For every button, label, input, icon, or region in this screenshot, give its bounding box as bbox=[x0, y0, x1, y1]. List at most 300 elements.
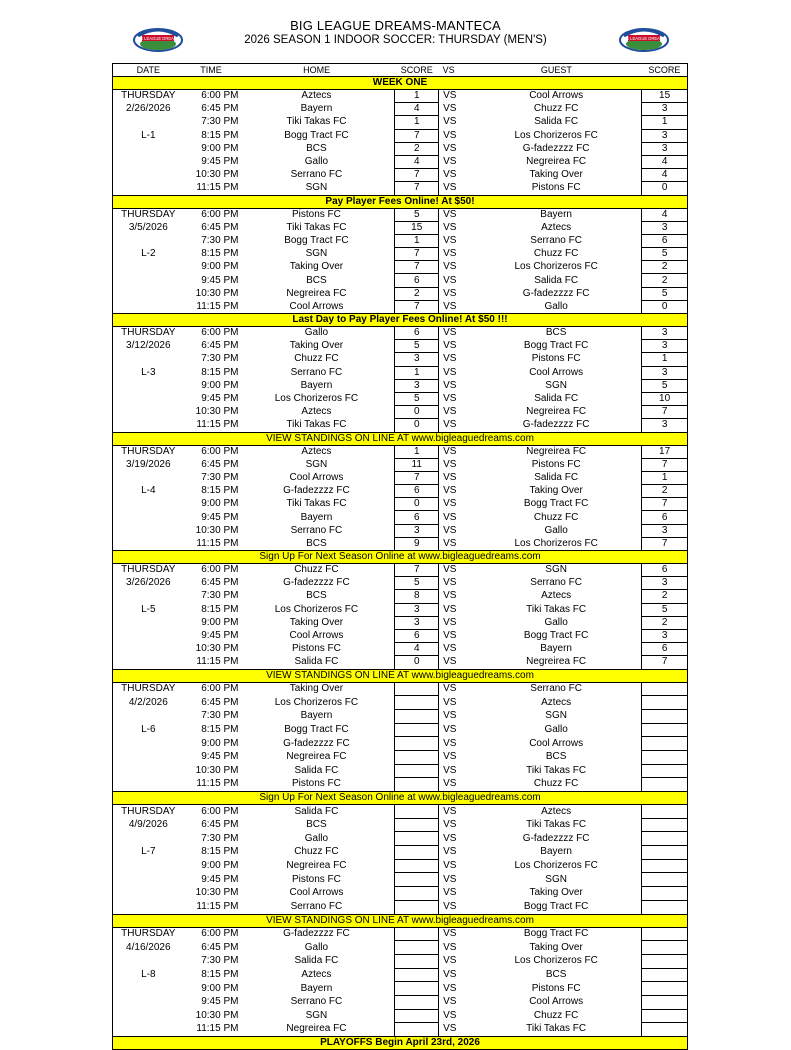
vs-label: VS bbox=[443, 169, 457, 181]
home-team: Negreirea FC bbox=[286, 287, 347, 299]
guest-score bbox=[642, 778, 688, 792]
game-time: 9:45 PM bbox=[201, 511, 239, 523]
game-row bbox=[113, 832, 688, 846]
game-row bbox=[113, 90, 688, 103]
guest-team: Aztecs bbox=[541, 590, 572, 602]
game-date-cell: THURSDAY bbox=[121, 683, 176, 695]
schedule-body bbox=[113, 90, 688, 1050]
guest-team: Chuzz FC bbox=[533, 103, 579, 115]
game-row bbox=[113, 1023, 688, 1037]
vs-label: VS bbox=[443, 832, 457, 844]
game-date-cell: 3/5/2026 bbox=[128, 221, 168, 233]
guest-score: 2 bbox=[642, 590, 688, 603]
guest-score bbox=[642, 968, 688, 982]
guest-score: 2 bbox=[642, 485, 688, 498]
guest-team: Gallo bbox=[544, 524, 568, 536]
home-team: Gallo bbox=[304, 832, 329, 844]
guest-score: 5 bbox=[642, 379, 688, 392]
game-date-cell: THURSDAY bbox=[121, 208, 176, 220]
vs-label: VS bbox=[443, 643, 457, 655]
home-team: Tiki Takas FC bbox=[286, 419, 347, 431]
guest-score: 4 bbox=[642, 208, 688, 221]
guest-team: Serrano FC bbox=[530, 234, 582, 246]
vs-label: VS bbox=[443, 764, 457, 776]
home-score bbox=[395, 846, 439, 860]
game-row bbox=[113, 485, 688, 498]
game-time: 6:00 PM bbox=[201, 445, 239, 457]
guest-team: Los Chorizeros FC bbox=[514, 129, 598, 141]
game-date-cell bbox=[113, 274, 184, 287]
game-date-cell: 4/2/2026 bbox=[128, 696, 168, 708]
home-score: 7 bbox=[395, 169, 439, 182]
home-score: 2 bbox=[395, 142, 439, 155]
home-score: 4 bbox=[395, 155, 439, 168]
game-time: 8:15 PM bbox=[201, 129, 239, 141]
week-one-band bbox=[113, 77, 688, 90]
home-team: Serrano FC bbox=[290, 900, 343, 912]
home-team: Salida FC bbox=[294, 764, 339, 776]
game-date-cell: L-7 bbox=[141, 846, 156, 858]
home-team: Aztecs bbox=[301, 90, 332, 102]
vs-label: VS bbox=[443, 900, 457, 912]
home-score bbox=[395, 805, 439, 819]
vs-label: VS bbox=[443, 968, 457, 980]
game-row bbox=[113, 968, 688, 982]
vs-label: VS bbox=[443, 327, 457, 339]
guest-score bbox=[642, 954, 688, 968]
guest-team: Los Chorizeros FC bbox=[514, 261, 598, 273]
game-time: 9:00 PM bbox=[201, 982, 239, 994]
game-date-cell bbox=[113, 900, 184, 914]
game-row bbox=[113, 142, 688, 155]
game-time: 9:45 PM bbox=[201, 274, 239, 286]
page-title: BIG LEAGUE DREAMS-MANTECA bbox=[290, 18, 501, 33]
home-score bbox=[395, 995, 439, 1009]
guest-team: Chuzz FC bbox=[533, 511, 579, 523]
game-row bbox=[113, 723, 688, 737]
guest-score bbox=[642, 859, 688, 873]
vs-label: VS bbox=[443, 941, 457, 953]
game-date-cell bbox=[113, 873, 184, 887]
game-date-cell: THURSDAY bbox=[121, 445, 176, 457]
home-score: 7 bbox=[395, 471, 439, 484]
vs-label: VS bbox=[443, 928, 457, 940]
game-date-cell bbox=[113, 750, 184, 764]
game-row bbox=[113, 248, 688, 261]
home-score: 1 bbox=[395, 445, 439, 458]
game-time: 7:30 PM bbox=[201, 471, 239, 483]
home-team: Taking Over bbox=[289, 340, 344, 352]
game-row bbox=[113, 300, 688, 313]
guest-score: 15 bbox=[642, 90, 688, 103]
announcement-band bbox=[113, 195, 688, 208]
game-date-cell: L-6 bbox=[141, 723, 156, 735]
home-team: Gallo bbox=[304, 156, 329, 168]
guest-score: 7 bbox=[642, 406, 688, 419]
game-row bbox=[113, 327, 688, 340]
guest-score: 5 bbox=[642, 603, 688, 616]
guest-score: 6 bbox=[642, 511, 688, 524]
home-score bbox=[395, 737, 439, 751]
guest-team: BCS bbox=[545, 751, 567, 763]
guest-team: Aztecs bbox=[541, 805, 572, 817]
home-score: 6 bbox=[395, 511, 439, 524]
game-time: 6:45 PM bbox=[201, 103, 239, 115]
vs-label: VS bbox=[443, 156, 457, 168]
game-time: 9:45 PM bbox=[201, 393, 239, 405]
game-time: 10:30 PM bbox=[195, 406, 239, 418]
game-date-cell: 2/26/2026 bbox=[126, 103, 171, 115]
game-date-cell bbox=[113, 142, 184, 155]
guest-score: 4 bbox=[642, 169, 688, 182]
guest-score: 17 bbox=[642, 445, 688, 458]
announcement-text: Sign Up For Next Season Online at www.bigleaguedreams.com bbox=[113, 551, 688, 564]
home-score bbox=[395, 900, 439, 914]
guest-score: 3 bbox=[642, 629, 688, 642]
vs-label: VS bbox=[443, 564, 457, 576]
home-score bbox=[395, 1023, 439, 1037]
game-row bbox=[113, 221, 688, 234]
home-score: 0 bbox=[395, 656, 439, 669]
game-time: 6:00 PM bbox=[201, 928, 239, 940]
guest-score bbox=[642, 737, 688, 751]
game-date-cell bbox=[113, 511, 184, 524]
game-date-cell: L-3 bbox=[141, 366, 156, 378]
guest-team: Pistons FC bbox=[531, 458, 581, 470]
home-team: Bayern bbox=[300, 379, 333, 391]
guest-team: Serrano FC bbox=[530, 577, 582, 589]
home-team: Serrano FC bbox=[290, 524, 343, 536]
game-row bbox=[113, 406, 688, 419]
game-date-cell bbox=[113, 498, 184, 511]
game-date-cell bbox=[113, 537, 184, 550]
home-score bbox=[395, 859, 439, 873]
home-score: 4 bbox=[395, 103, 439, 116]
game-row bbox=[113, 656, 688, 669]
game-date-cell: THURSDAY bbox=[121, 928, 176, 940]
home-team: Negreirea FC bbox=[286, 860, 347, 872]
vs-label: VS bbox=[443, 603, 457, 615]
game-date-cell bbox=[113, 629, 184, 642]
guest-score bbox=[642, 927, 688, 941]
home-team: SGN bbox=[305, 458, 328, 470]
vs-label: VS bbox=[443, 616, 457, 628]
guest-score bbox=[642, 887, 688, 901]
home-team: G-fadezzzz FC bbox=[283, 577, 350, 589]
home-team: Tiki Takas FC bbox=[286, 498, 347, 510]
guest-team: G-fadezzzz FC bbox=[522, 142, 590, 154]
vs-label: VS bbox=[443, 406, 457, 418]
vs-label: VS bbox=[443, 261, 457, 273]
guest-score: 3 bbox=[642, 340, 688, 353]
game-date-cell bbox=[113, 353, 184, 366]
game-time: 7:30 PM bbox=[201, 955, 239, 967]
game-date-cell: 4/9/2026 bbox=[128, 819, 168, 831]
game-row bbox=[113, 471, 688, 484]
game-row bbox=[113, 498, 688, 511]
announcement-band bbox=[113, 314, 688, 327]
guest-team: Los Chorizeros FC bbox=[514, 860, 598, 872]
game-row bbox=[113, 169, 688, 182]
game-time: 11:15 PM bbox=[196, 419, 239, 431]
game-row bbox=[113, 750, 688, 764]
game-time: 7:30 PM bbox=[201, 590, 239, 602]
game-time: 8:15 PM bbox=[201, 603, 239, 615]
guest-score: 3 bbox=[642, 366, 688, 379]
schedule-table bbox=[112, 63, 688, 1050]
page-header bbox=[0, 18, 791, 47]
announcement-band bbox=[113, 1037, 688, 1050]
home-score: 9 bbox=[395, 537, 439, 550]
game-time: 8:15 PM bbox=[201, 723, 239, 735]
col-time: TIME bbox=[184, 64, 239, 77]
game-time: 8:15 PM bbox=[201, 485, 239, 497]
game-time: 6:00 PM bbox=[201, 683, 239, 695]
game-time: 6:45 PM bbox=[201, 941, 239, 953]
vs-label: VS bbox=[443, 274, 457, 286]
game-time: 10:30 PM bbox=[195, 169, 239, 181]
game-time: 6:45 PM bbox=[201, 577, 239, 589]
guest-score: 6 bbox=[642, 564, 688, 577]
home-score: 3 bbox=[395, 353, 439, 366]
game-row bbox=[113, 261, 688, 274]
game-date-cell: L-8 bbox=[141, 968, 156, 980]
guest-team: Negreirea FC bbox=[526, 406, 587, 418]
home-score bbox=[395, 873, 439, 887]
vs-label: VS bbox=[443, 524, 457, 536]
game-date-cell bbox=[113, 764, 184, 778]
guest-score bbox=[642, 723, 688, 737]
home-score: 5 bbox=[395, 208, 439, 221]
game-time: 9:00 PM bbox=[201, 379, 239, 391]
home-team: Salida FC bbox=[294, 955, 339, 967]
guest-team: Cool Arrows bbox=[529, 996, 584, 1008]
guest-team: Gallo bbox=[544, 723, 568, 735]
home-team: Bogg Tract FC bbox=[284, 723, 349, 735]
game-date-cell bbox=[113, 524, 184, 537]
guest-score bbox=[642, 1023, 688, 1037]
game-row bbox=[113, 511, 688, 524]
guest-score: 1 bbox=[642, 116, 688, 129]
home-team: Los Chorizeros FC bbox=[274, 696, 359, 708]
home-team: Aztecs bbox=[301, 968, 332, 980]
col-guest: GUEST bbox=[471, 64, 642, 77]
game-time: 11:15 PM bbox=[196, 300, 239, 312]
guest-team: SGN bbox=[545, 564, 567, 576]
vs-label: VS bbox=[443, 471, 457, 483]
game-row bbox=[113, 846, 688, 860]
guest-team: SGN bbox=[545, 710, 567, 722]
guest-team: Bayern bbox=[540, 208, 572, 220]
guest-score: 3 bbox=[642, 524, 688, 537]
guest-team: Taking Over bbox=[529, 485, 583, 497]
game-time: 6:45 PM bbox=[201, 340, 239, 352]
home-team: Pistons FC bbox=[291, 778, 341, 790]
home-team: Bayern bbox=[300, 511, 333, 523]
guest-score: 3 bbox=[642, 103, 688, 116]
game-time: 10:30 PM bbox=[195, 524, 239, 536]
announcement-text: Pay Player Fees Online! At $50! bbox=[113, 195, 688, 208]
home-score: 7 bbox=[395, 261, 439, 274]
guest-score: 3 bbox=[642, 129, 688, 142]
vs-label: VS bbox=[443, 955, 457, 967]
column-header-row bbox=[113, 64, 688, 77]
game-time: 6:00 PM bbox=[201, 327, 239, 339]
game-time: 9:45 PM bbox=[201, 630, 239, 642]
announcement-text: VIEW STANDINGS ON LINE AT www.bigleaguedreams.com bbox=[113, 669, 688, 682]
home-team: Chuzz FC bbox=[294, 353, 339, 365]
game-date-cell bbox=[113, 778, 184, 792]
home-score bbox=[395, 941, 439, 955]
guest-team: G-fadezzzz FC bbox=[522, 419, 590, 431]
vs-label: VS bbox=[443, 1023, 457, 1035]
game-date-cell: L-4 bbox=[141, 485, 156, 497]
game-time: 7:30 PM bbox=[201, 832, 239, 844]
home-team: Cool Arrows bbox=[289, 471, 344, 483]
game-row bbox=[113, 208, 688, 221]
home-score bbox=[395, 696, 439, 710]
guest-score: 3 bbox=[642, 142, 688, 155]
home-team: Taking Over bbox=[289, 261, 344, 273]
home-team: Negreirea FC bbox=[286, 751, 347, 763]
game-row bbox=[113, 182, 688, 195]
home-team: Taking Over bbox=[289, 616, 344, 628]
vs-label: VS bbox=[443, 751, 457, 763]
guest-score bbox=[642, 941, 688, 955]
game-date-cell bbox=[113, 643, 184, 656]
vs-label: VS bbox=[443, 221, 457, 233]
vs-label: VS bbox=[443, 300, 457, 312]
page-subtitle: 2026 SEASON 1 INDOOR SOCCER: THURSDAY (MEN'S) bbox=[244, 34, 547, 46]
game-time: 10:30 PM bbox=[195, 1009, 239, 1021]
home-team: Taking Over bbox=[289, 683, 344, 695]
guest-team: Negreirea FC bbox=[526, 656, 587, 668]
game-time: 7:30 PM bbox=[201, 353, 239, 365]
game-time: 11:15 PM bbox=[196, 182, 239, 194]
vs-label: VS bbox=[443, 498, 457, 510]
col-vs: VS bbox=[439, 64, 472, 77]
home-team: Bayern bbox=[300, 103, 333, 115]
vs-label: VS bbox=[443, 208, 457, 220]
vs-label: VS bbox=[443, 537, 457, 549]
game-date-cell bbox=[113, 709, 184, 723]
guest-team: Bayern bbox=[540, 643, 572, 655]
game-time: 10:30 PM bbox=[195, 643, 239, 655]
vs-label: VS bbox=[443, 696, 457, 708]
announcement-band bbox=[113, 551, 688, 564]
guest-team: Aztecs bbox=[541, 221, 572, 233]
game-row bbox=[113, 954, 688, 968]
game-row bbox=[113, 590, 688, 603]
guest-team: Tiki Takas FC bbox=[526, 819, 587, 831]
guest-score bbox=[642, 846, 688, 860]
game-row bbox=[113, 696, 688, 710]
vs-label: VS bbox=[443, 805, 457, 817]
guest-score bbox=[642, 982, 688, 996]
guest-score: 3 bbox=[642, 327, 688, 340]
home-team: SGN bbox=[305, 182, 328, 194]
game-row bbox=[113, 103, 688, 116]
game-time: 10:30 PM bbox=[195, 887, 239, 899]
guest-team: Bayern bbox=[540, 846, 572, 858]
guest-score bbox=[642, 750, 688, 764]
home-score: 7 bbox=[395, 564, 439, 577]
guest-score: 2 bbox=[642, 274, 688, 287]
col-score-guest: SCORE bbox=[642, 64, 688, 77]
guest-team: G-fadezzzz FC bbox=[522, 832, 590, 844]
guest-team: Gallo bbox=[544, 616, 568, 628]
home-team: Pistons FC bbox=[291, 643, 341, 655]
home-team: Los Chorizeros FC bbox=[274, 603, 359, 615]
game-date-cell bbox=[113, 155, 184, 168]
home-score: 6 bbox=[395, 327, 439, 340]
home-team: Tiki Takas FC bbox=[286, 116, 347, 128]
guest-score: 2 bbox=[642, 616, 688, 629]
home-team: Los Chorizeros FC bbox=[274, 393, 359, 405]
home-team: Pistons FC bbox=[291, 873, 341, 885]
col-home: HOME bbox=[238, 64, 394, 77]
game-date-cell bbox=[113, 832, 184, 846]
game-row bbox=[113, 274, 688, 287]
game-row bbox=[113, 129, 688, 142]
vs-label: VS bbox=[443, 819, 457, 831]
game-time: 9:45 PM bbox=[201, 751, 239, 763]
vs-label: VS bbox=[443, 103, 457, 115]
home-team: Gallo bbox=[304, 327, 329, 339]
game-time: 6:45 PM bbox=[201, 819, 239, 831]
guest-score: 7 bbox=[642, 656, 688, 669]
home-team: Tiki Takas FC bbox=[286, 221, 347, 233]
vs-label: VS bbox=[443, 182, 457, 194]
guest-team: Taking Over bbox=[529, 941, 583, 953]
home-team: G-fadezzzz FC bbox=[283, 485, 350, 497]
game-date-cell: THURSDAY bbox=[121, 564, 176, 576]
game-time: 11:15 PM bbox=[196, 900, 239, 912]
home-team: Chuzz FC bbox=[294, 564, 339, 576]
guest-team: Tiki Takas FC bbox=[526, 764, 587, 776]
guest-team: Pistons FC bbox=[531, 353, 581, 365]
home-team: Bogg Tract FC bbox=[284, 234, 349, 246]
vs-label: VS bbox=[443, 887, 457, 899]
guest-team: Negreirea FC bbox=[526, 156, 587, 168]
vs-label: VS bbox=[443, 982, 457, 994]
guest-score: 1 bbox=[642, 353, 688, 366]
game-date-cell bbox=[113, 406, 184, 419]
guest-team: Chuzz FC bbox=[533, 778, 579, 790]
game-date-cell bbox=[113, 116, 184, 129]
home-team: BCS bbox=[306, 142, 327, 154]
home-score bbox=[395, 832, 439, 846]
game-date-cell bbox=[113, 1023, 184, 1037]
game-date-cell bbox=[113, 590, 184, 603]
game-date-cell bbox=[113, 182, 184, 195]
game-date-cell bbox=[113, 616, 184, 629]
home-score: 6 bbox=[395, 485, 439, 498]
game-date-cell bbox=[113, 392, 184, 405]
vs-label: VS bbox=[443, 710, 457, 722]
guest-team: Negreirea FC bbox=[526, 445, 587, 457]
home-score: 11 bbox=[395, 458, 439, 471]
home-score: 4 bbox=[395, 643, 439, 656]
home-score bbox=[395, 723, 439, 737]
vs-label: VS bbox=[443, 458, 457, 470]
game-time: 6:00 PM bbox=[201, 564, 239, 576]
home-team: G-fadezzzz FC bbox=[283, 928, 350, 940]
vs-label: VS bbox=[443, 419, 457, 431]
game-row bbox=[113, 379, 688, 392]
game-time: 11:15 PM bbox=[196, 1023, 239, 1035]
game-time: 11:15 PM bbox=[196, 656, 239, 668]
